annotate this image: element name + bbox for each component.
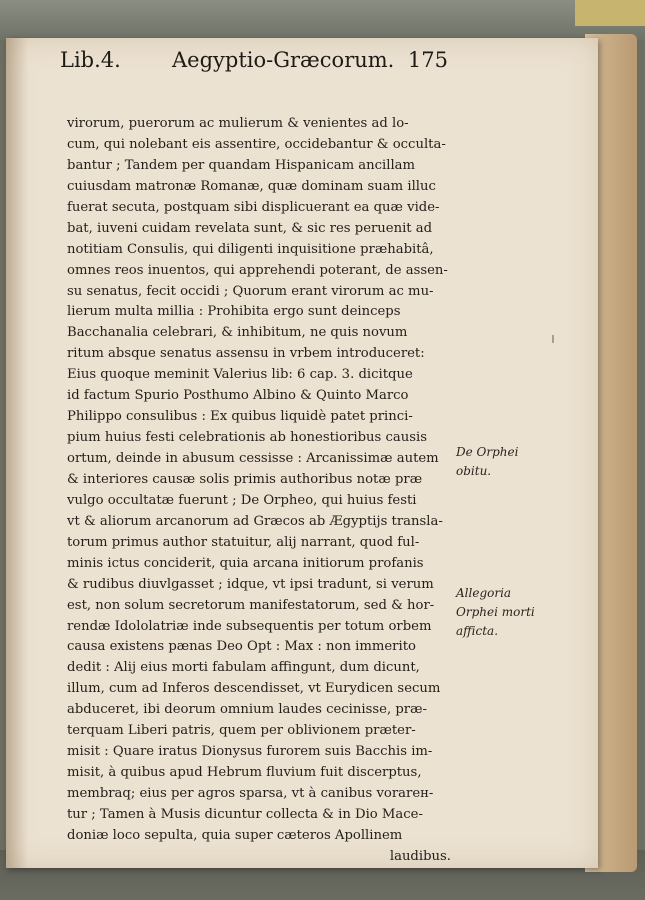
text-line: ortum, deinde in abusum cessisse : Arcanissimæ autem [67,451,439,466]
text-line: minis ictus conciderit, quia arcana initiorum profanis [67,555,424,571]
margin-note-line: De Orphei [456,445,519,459]
text-line: rendæ Idololatriæ inde subsequentis per totum orbem [67,618,432,634]
text-line: Eius quoque meminit Valerius lib: 6 cap. 3. dicitque [67,367,413,383]
running-header [60,48,448,74]
margin-note-line: obitu. [456,464,492,478]
text-line: terquam Liberi patris, quem per oblivionem præter- [67,723,416,739]
text-line: abduceret, ibi deorum omnium laudes cecinisse, præ- [67,702,427,718]
margin-note-line: afficta. [456,624,499,638]
text-line: cuiusdam matronæ Romanæ, quæ dominam suam illuc [67,178,436,194]
text-line: id factum Spurio Posthumo Albino & Quinto Marco [67,388,409,404]
book-label: Lib.4. [60,48,121,72]
text-line: torum primus author statuitur, alij narrant, quod ful- [67,534,420,550]
text-line: fuerat secuta, postquam sibi displicuerant ea quæ vide- [67,199,440,215]
text-line: cum, qui nolebant eis assentire, occidebantur & occulta- [67,136,446,152]
text-line: vt & aliorum arcanorum ad Græcos ab Ægyptijs transla- [67,513,443,529]
text-line: misit : Quare iratus Dionysus furorem suis Bacchis im- [67,744,433,760]
text-line: bat, iuveni cuidam revelata sunt, & sic res peruenit ad [67,220,433,236]
text-line: est, non solum secretorum manifestatorum, sed & hor- [67,597,435,613]
paper-speck [552,335,554,343]
text-line: & interiores causæ solis primis authoribus notæ præ [67,471,423,487]
text-line: ritum absque senatus assensu in vrbem introduceret: [67,346,425,362]
text-line: misit, à quibus apud Hebrum fluvium fuit discerptus, [67,765,422,781]
text-line: tur ; Tamen à Musis dicuntur collecta & in Dio Mace- [67,806,423,822]
text-line: laudibus. [389,848,451,864]
text-line: illum, cum ad Inferos descendisset, vt Eurydicen secum [67,681,441,697]
text-line: su senatus, fecit occidi ; Quorum erant virorum ac mu- [67,283,434,299]
text-line: causa existens pænas Deo Opt : Max : non immerito [67,639,416,655]
text-line: lierum multa millia : Prohibita ergo sunt deinceps [67,304,401,320]
text-line: Philippo consulibus : Ex quibus liquidè patet princi- [67,409,413,425]
margin-note-allegoria [456,584,546,641]
running-title: Aegyptio-Græcorum. [172,48,395,72]
text-line: omnes reos inuentos, qui apprehendi poterant, de assen- [67,262,448,278]
text-line: virorum, puerorum ac mulierum & venientes ad lo- [67,116,409,131]
text-line: & rudibus diuvlgasset ; idque, vt ipsi tradunt, si verum [67,576,434,592]
text-line: doniæ loco sepulta, quia super cæteros Apollinem [67,827,403,843]
text-line: notitiam Consulis, qui diligenti inquisitione præhabitâ, [67,241,434,257]
background-tab [575,0,645,26]
page-gutter-shadow [6,38,28,868]
text-line: vulgo occultatæ fuerunt ; De Orpheo, qui huius festi [67,492,417,508]
text-line: membraq; eius per agros sparsa, vt à canibus vorarен- [67,786,434,801]
margin-note-line: Orphei morti [456,605,535,619]
text-line: Bacchanalia celebrari, & inhibitum, ne quis novum [67,325,408,341]
body-text [67,114,451,868]
text-line: bantur ; Tandem per quandam Hispanicam ancillam [67,157,416,173]
background-board [0,0,645,40]
text-line: dedit : Alij eius morti fabulam affingunt, dum dicunt, [67,660,420,676]
margin-note-orphei [456,443,546,481]
page-number: 175 [407,48,448,72]
margin-note-line: Allegoria [456,586,512,600]
text-line: pium huius festi celebrationis ab honestioribus causis [67,430,427,446]
